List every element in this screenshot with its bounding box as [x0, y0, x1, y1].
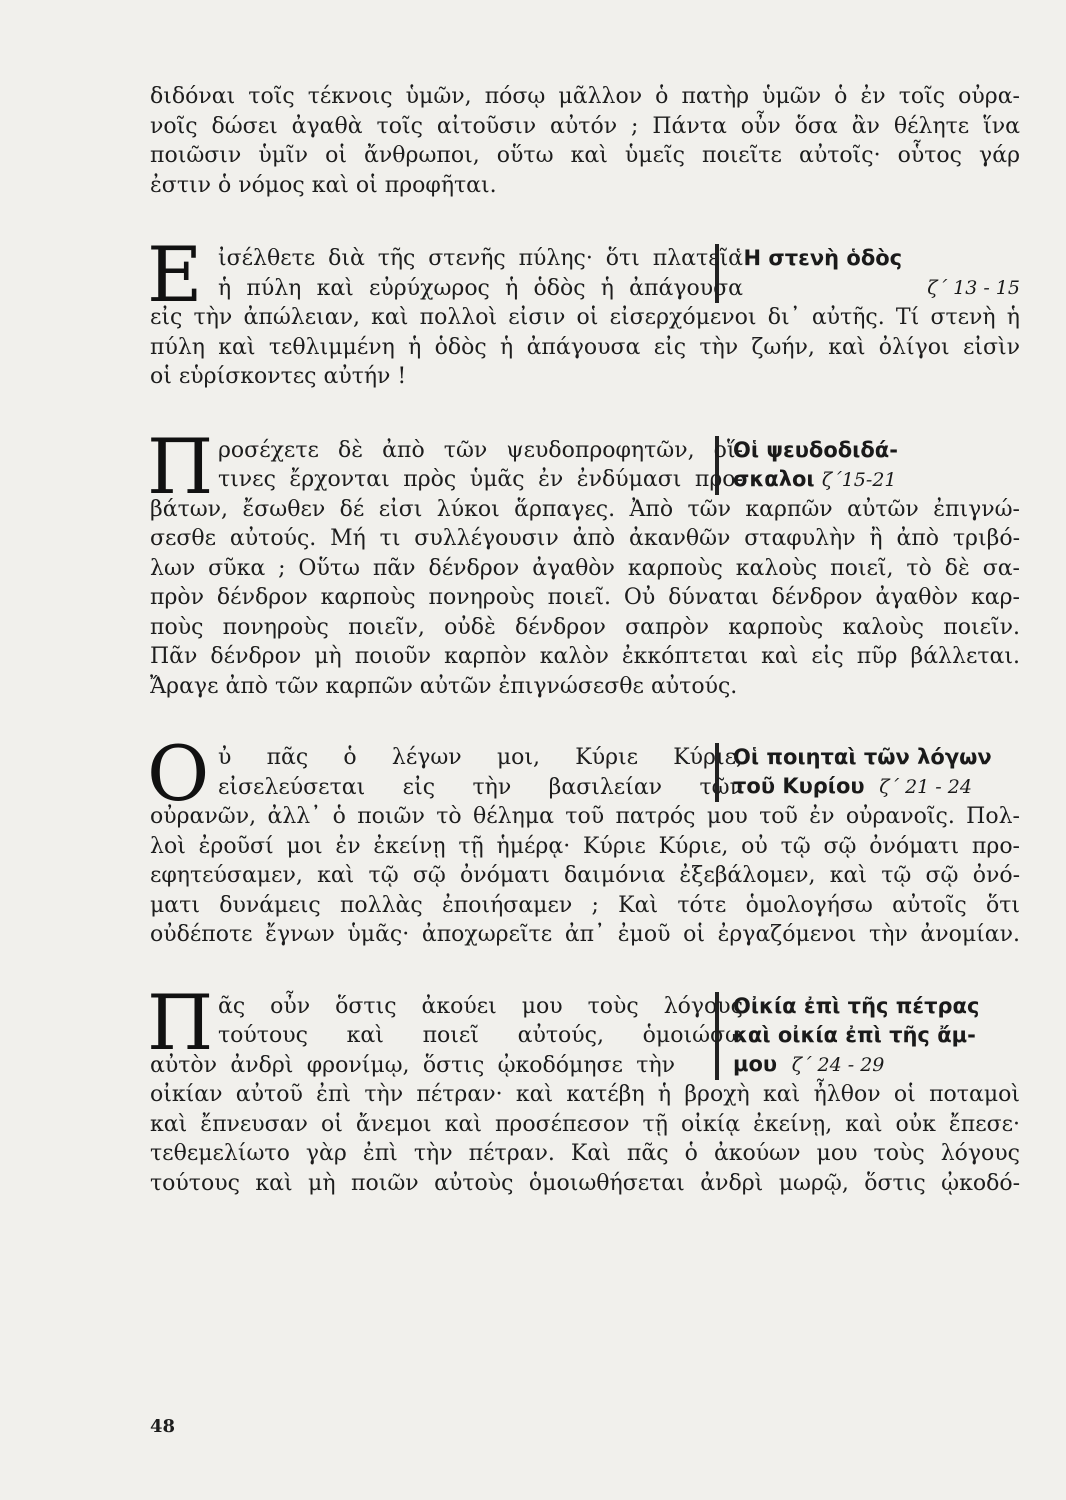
margin-heading	[715, 992, 1020, 1080]
verse-reference: ζ΄ 21 - 24	[879, 776, 972, 798]
section-doers-of-words	[147, 729, 1020, 950]
page-number: 48	[150, 1416, 176, 1437]
heading-line: Οἱ ψευδοδιδά-	[733, 437, 898, 462]
section-narrow-gate	[147, 230, 1020, 392]
verse-reference: ζ΄ 13 - 15	[927, 277, 1020, 299]
text-line: ὐ πᾶς ὁ λέγων μοι, Κύριε Κύριε,	[218, 745, 743, 770]
text-line: πύλη καὶ τεθλιμμένη ἡ ὁδὸς ἡ ἀπάγουσα εἰς τὴν ζωήν, καὶ ὀλίγοι εἰσὶν	[150, 334, 1020, 360]
text-line: ροσέχετε δὲ ἀπὸ τῶν ψευδοπροφητῶν, οἵ-	[218, 437, 743, 463]
heading-line: σκαλοι	[733, 466, 815, 491]
text-line: εἰς τὴν ἀπώλειαν, καὶ πολλοὶ εἰσιν οἱ εἰσερχόμενοι δι᾿ αὐτῆς. Τί στενὴ ἡ	[150, 305, 1020, 330]
text-line: ποιῶσιν ὑμῖν οἱ ἄνθρωποι, οὕτω καὶ ὑμεῖς ποιεῖτε αὐτοῖς· οὗτος γάρ	[150, 143, 1020, 168]
margin-heading	[715, 244, 1020, 303]
text-line: τούτους καὶ ποιεῖ αὐτούς, ὁμοιώσω	[218, 1023, 743, 1048]
text-line: τινες ἔρχονται πρὸς ὑμᾶς ἐν ἐνδύμασι προ-	[218, 467, 743, 492]
heading-line: τοῦ Κυρίου	[733, 774, 865, 798]
text-line: ᾶς οὖν ὅστις ἀκούει μου τοὺς λόγους	[218, 993, 743, 1019]
heading-line: καὶ οἰκία ἐπὶ τῆς ἄμ-	[733, 1022, 976, 1047]
text-line: πρὸν δένδρον καρποὺς πονηροὺς ποιεῖ. Οὐ δύναται δένδρον ἀγαθὸν καρ-	[150, 585, 1020, 610]
section-house-on-rock	[147, 977, 1020, 1199]
text-line: εφητεύσαμεν, καὶ τῷ σῷ ὀνόματι δαιμόνια ἐξεβάλομεν, καὶ τῷ σῷ ὀνό-	[150, 863, 1020, 888]
text-line: λοὶ ἐροῦσί μοι ἐν ἐκείνῃ τῇ ἡμέρᾳ· Κύριε Κύριε, οὐ τῷ σῷ ὀνόματι προ-	[150, 833, 1020, 859]
text-line: ἰσέλθετε διὰ τῆς στενῆς πύλης· ὅτι πλατεῖα	[218, 246, 743, 271]
drop-cap: Ο	[147, 729, 210, 818]
text-line: ποὺς πονηροὺς ποιεῖν, οὐδὲ δένδρον σαπρὸν καρποὺς καλοὺς ποιεῖν.	[150, 614, 1020, 640]
text-line: οἰκίαν αὐτοῦ ἐπὶ τὴν πέτραν· καὶ κατέβη ἡ βροχὴ καὶ ἦλθον οἱ ποταμοὶ	[150, 1082, 1020, 1107]
section-false-prophets	[147, 421, 1020, 702]
page-body	[147, 82, 1020, 1198]
text-line: αὐτὸν ἀνδρὶ φρονίμῳ, ὅστις ᾠκοδόμησε τὴν	[150, 1052, 675, 1078]
text-line: Ἄραγε ἀπὸ τῶν καρπῶν αὐτῶν ἐπιγνώσεσθε αὐτούς.	[150, 673, 738, 699]
heading-line: ῾Η στενὴ ὁδὸς	[733, 246, 903, 270]
text-line: ἐστιν ὁ νόμος καὶ οἱ προφῆται.	[150, 172, 497, 198]
text-line: ματι δυνάμεις πολλὰς ἐποιήσαμεν ; Καὶ τότε ὁμολογήσω αὐτοῖς ὅτι	[150, 892, 1020, 918]
heading-line: Οἱ ποιηταὶ τῶν λόγων	[733, 745, 992, 769]
text-line: εἰσελεύσεται εἰς τὴν βασιλείαν τῶν	[218, 774, 743, 800]
drop-cap: Ε	[147, 230, 203, 319]
text-line: νοῖς δώσει ἀγαθὰ τοῖς αἰτοῦσιν αὐτόν ; Πάντα οὖν ὅσα ἂν θέλητε ἵνα	[150, 113, 1020, 139]
text-line: τεθεμελίωτο γὰρ ἐπὶ τὴν πέτραν. Καὶ πᾶς ὁ ἀκούων μου τοὺς λόγους	[150, 1141, 1020, 1166]
opening-paragraph	[150, 82, 1020, 200]
text-line: λων σῦκα ; Οὕτω πᾶν δένδρον ἀγαθὸν καρποὺς καλοὺς ποιεῖ, τὸ δὲ σα-	[150, 555, 1020, 581]
margin-heading	[715, 436, 1020, 495]
text-line: οἱ εὑρίσκοντες αὐτήν !	[150, 364, 407, 389]
margin-heading	[715, 743, 1020, 802]
heading-line: Οἰκία ἐπὶ τῆς πέτρας	[733, 993, 980, 1018]
drop-cap: Π	[147, 977, 214, 1067]
text-line: βάτων, ἔσωθεν δέ εἰσι λύκοι ἅρπαγες. Ἀπὸ τῶν καρπῶν αὐτῶν ἐπιγνώ-	[150, 496, 1020, 522]
text-line: διδόναι τοῖς τέκνοις ὑμῶν, πόσῳ μᾶλλον ὁ πατὴρ ὑμῶν ὁ ἐν τοῖς οὐρα-	[150, 84, 1020, 109]
text-line: οὐδέποτε ἔγνων ὑμᾶς· ἀποχωρεῖτε ἀπ᾿ ἐμοῦ οἱ ἐργαζόμενοι τὴν ἀνομίαν.	[150, 922, 1020, 947]
text-line: τούτους καὶ μὴ ποιῶν αὐτοὺς ὁμοιωθήσεται ἀνδρὶ μωρῷ, ὅστις ᾠκοδό-	[150, 1170, 1020, 1196]
heading-line: μου	[733, 1051, 778, 1076]
text-line: ἡ πύλη καὶ εὐρύχωρος ἡ ὁδὸς ἡ ἀπάγουσα	[218, 275, 743, 301]
drop-cap: Π	[147, 421, 214, 511]
verse-reference: ζ΄15-21	[821, 468, 897, 491]
text-line: σεσθε αὐτούς. Μή τι συλλέγουσιν ἀπὸ ἀκανθῶν σταφυλὴν ἢ ἀπὸ τριβό-	[150, 526, 1020, 551]
text-line: Πᾶν δένδρον μὴ ποιοῦν καρπὸν καλὸν ἐκκόπτεται καὶ εἰς πῦρ βάλλεται.	[150, 644, 1020, 669]
text-line: καὶ ἔπνευσαν οἱ ἄνεμοι καὶ προσέπεσον τῇ οἰκίᾳ ἐκείνῃ, καὶ οὐκ ἔπεσε·	[150, 1111, 1020, 1137]
text-line: οὐρανῶν, ἀλλ᾿ ὁ ποιῶν τὸ θέλημα τοῦ πατρός μου τοῦ ἐν οὐρανοῖς. Πολ-	[150, 804, 1020, 829]
verse-reference: ζ΄ 24 - 29	[791, 1053, 885, 1076]
